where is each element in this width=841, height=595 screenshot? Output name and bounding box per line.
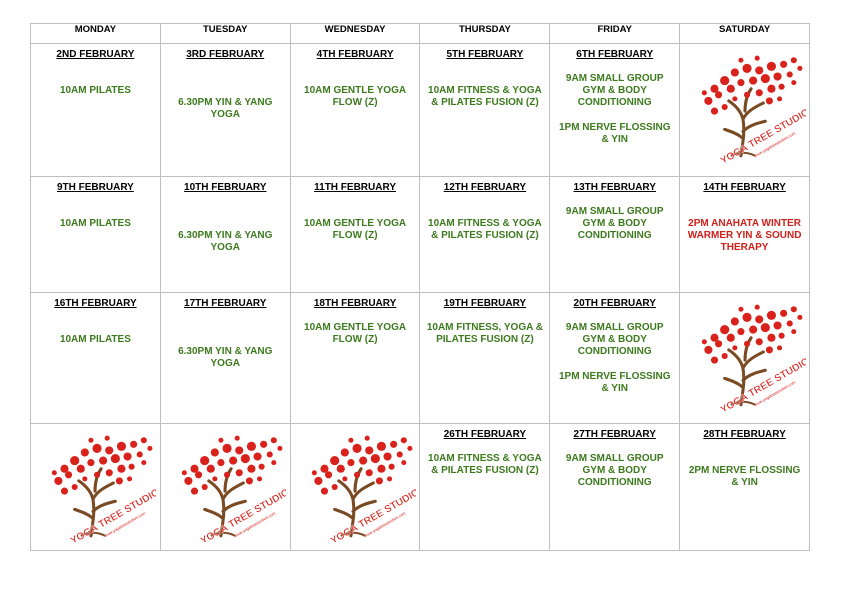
- day-cell: [420, 44, 550, 177]
- day-cell: [550, 293, 680, 424]
- date-label: 17TH FEBRUARY: [184, 298, 267, 309]
- day-header-row: [31, 24, 810, 44]
- date-label: 5TH FEBRUARY: [446, 49, 524, 60]
- week-row: [31, 177, 810, 293]
- day-header-saturday: SATURDAY: [680, 24, 810, 44]
- date-label: 2ND FEBRUARY: [56, 49, 135, 60]
- day-header-friday: FRIDAY: [550, 24, 680, 44]
- class-entry: 6.30PM YIN & YANG YOGA: [178, 346, 273, 369]
- date-label: 13TH FEBRUARY: [573, 182, 656, 193]
- day-cell: [420, 177, 550, 293]
- class-entry: 10AM GENTLE YOGA FLOW (Z): [304, 322, 407, 345]
- logo-cell: [160, 424, 290, 551]
- yoga-tree-logo-icon: [34, 430, 156, 542]
- day-cell: [550, 177, 680, 293]
- class-entry: 9AM SMALL GROUP GYM & BODY CONDITIONING: [565, 73, 664, 108]
- day-cell: [290, 44, 420, 177]
- day-cell: [290, 177, 420, 293]
- class-entry: 10AM FITNESS, YOGA & PILATES FUSION (Z): [426, 322, 543, 345]
- day-cell: [31, 293, 161, 424]
- class-entry: 2PM ANAHATA WINTER WARMER YIN & SOUND THERAPY: [687, 218, 802, 253]
- class-entry: 10AM FITNESS & YOGA & PILATES FUSION (Z): [428, 453, 542, 476]
- date-label: 16TH FEBRUARY: [54, 298, 137, 309]
- logo-cell: [290, 424, 420, 551]
- class-entry: 9AM SMALL GROUP GYM & BODY CONDITIONING: [565, 206, 664, 241]
- class-entry: 10AM FITNESS & YOGA & PILATES FUSION (Z): [428, 218, 542, 241]
- date-label: 20TH FEBRUARY: [573, 298, 656, 309]
- date-label: 28TH FEBRUARY: [703, 429, 786, 440]
- class-entry: 1PM NERVE FLOSSING & YIN: [558, 371, 671, 394]
- yoga-tree-logo-icon: [684, 299, 806, 411]
- class-entry: 9AM SMALL GROUP GYM & BODY CONDITIONING: [565, 453, 664, 488]
- day-header-tuesday: TUESDAY: [160, 24, 290, 44]
- day-cell: [31, 177, 161, 293]
- class-entry: 2PM NERVE FLOSSING & YIN: [688, 465, 801, 488]
- yoga-tree-logo-icon: [294, 430, 416, 542]
- day-header-wednesday: WEDNESDAY: [290, 24, 420, 44]
- date-label: 3RD FEBRUARY: [186, 49, 265, 60]
- week-row: [31, 293, 810, 424]
- date-label: 6TH FEBRUARY: [576, 49, 654, 60]
- logo-cell: [680, 293, 810, 424]
- date-label: 9TH FEBRUARY: [56, 182, 134, 193]
- date-label: 12TH FEBRUARY: [443, 182, 527, 193]
- day-cell: [550, 44, 680, 177]
- class-entry: 6.30PM YIN & YANG YOGA: [178, 97, 273, 120]
- week-row: [31, 44, 810, 177]
- date-label: 11TH FEBRUARY: [314, 182, 396, 193]
- day-header-thursday: THURSDAY: [420, 24, 550, 44]
- class-entry: 10AM PILATES: [59, 85, 131, 96]
- class-entry: 10AM PILATES: [59, 218, 131, 229]
- class-entry: 10AM GENTLE YOGA FLOW (Z): [304, 218, 407, 241]
- date-label: 10TH FEBRUARY: [184, 182, 267, 193]
- day-cell: [31, 44, 161, 177]
- date-label: 18TH FEBRUARY: [313, 298, 397, 309]
- class-entry: 10AM PILATES: [59, 334, 131, 345]
- day-cell: [160, 293, 290, 424]
- day-cell: [420, 424, 550, 551]
- class-entry: 1PM NERVE FLOSSING & YIN: [558, 122, 671, 145]
- logo-cell: [680, 44, 810, 177]
- class-entry: 10AM GENTLE YOGA FLOW (Z): [304, 85, 407, 108]
- logo-cell: [31, 424, 161, 551]
- day-cell: [420, 293, 550, 424]
- date-label: 4TH FEBRUARY: [316, 49, 394, 60]
- day-header-monday: MONDAY: [31, 24, 161, 44]
- class-entry: 9AM SMALL GROUP GYM & BODY CONDITIONING: [565, 322, 664, 357]
- day-cell: [160, 177, 290, 293]
- class-entry: 10AM FITNESS & YOGA & PILATES FUSION (Z): [428, 85, 542, 108]
- date-label: 19TH FEBRUARY: [443, 298, 527, 309]
- schedule-table: [30, 23, 810, 551]
- date-label: 14TH FEBRUARY: [703, 182, 786, 193]
- week-row: [31, 424, 810, 551]
- date-label: 26TH FEBRUARY: [443, 429, 527, 440]
- day-cell: [290, 293, 420, 424]
- date-label: 27TH FEBRUARY: [573, 429, 656, 440]
- day-cell: [680, 424, 810, 551]
- day-cell: [680, 177, 810, 293]
- class-entry: 6.30PM YIN & YANG YOGA: [178, 230, 273, 253]
- yoga-tree-logo-icon: [684, 50, 806, 162]
- day-cell: [160, 44, 290, 177]
- day-cell: [550, 424, 680, 551]
- yoga-tree-logo-icon: [164, 430, 286, 542]
